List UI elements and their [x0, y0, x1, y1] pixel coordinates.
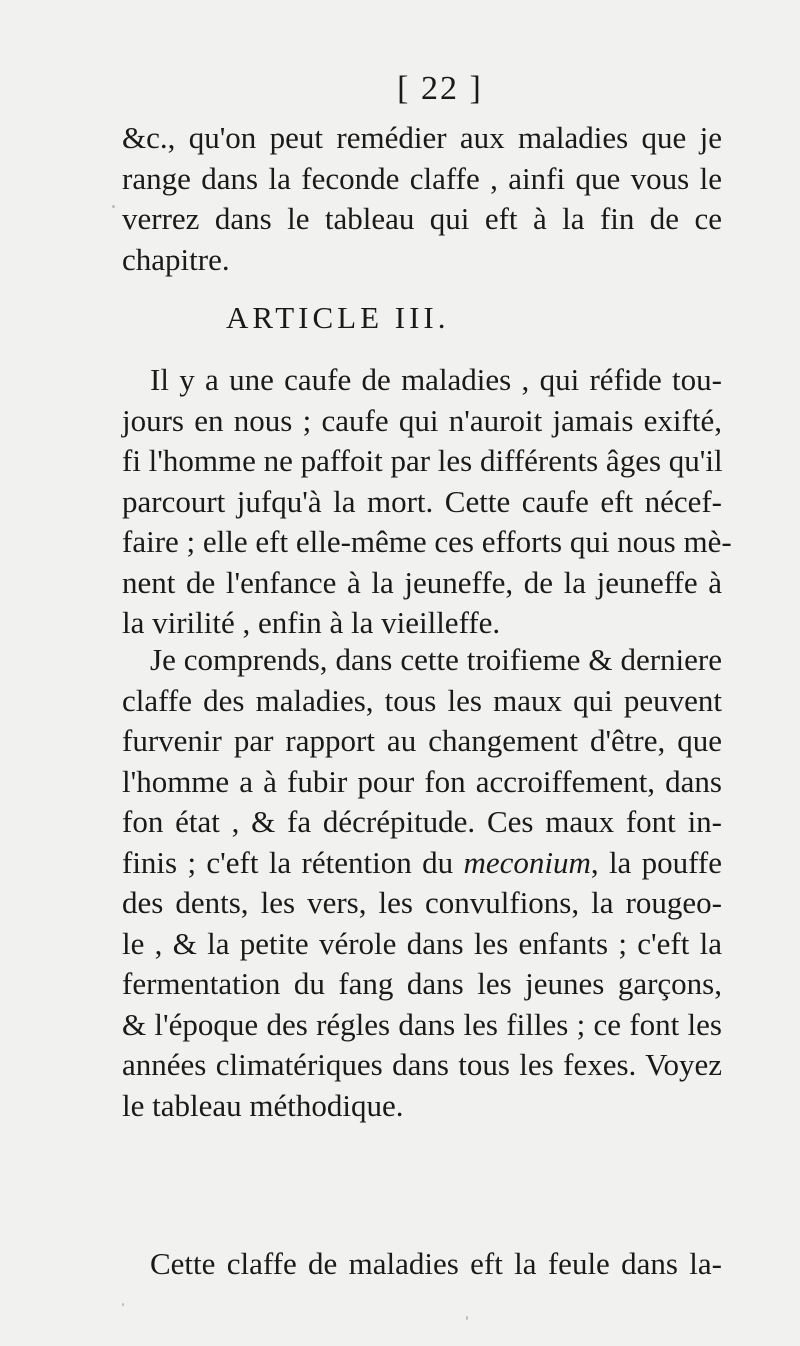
intro-paragraph	[122, 118, 722, 280]
text-line: fon état , & fa décrépitude. Ces maux font in-	[122, 804, 722, 839]
text-line: la virilité , enfin à la vieilleffe.	[122, 605, 501, 640]
text-line: parcourt jufqu'à la mort. Cette caufe eft nécef-	[122, 483, 722, 519]
text-line: le tableau méthodique.	[122, 1087, 404, 1123]
text-line-content: finis ; c'eft la rétention du	[122, 844, 454, 880]
paragraph-3	[122, 1244, 722, 1285]
text-line: des dents, les vers, les convulfions, la rougeo-	[122, 885, 722, 920]
text-line	[122, 640, 722, 681]
text-line: le , & la petite vérole dans les enfants ; c'eft la	[122, 925, 722, 961]
text-line	[122, 1244, 722, 1285]
text-line: &c., qu'on peut remédier aux maladies que je	[122, 120, 722, 155]
text-line: verrez dans le tableau qui eft à la fin de ce	[122, 201, 722, 236]
text-line: chapitre.	[122, 241, 230, 277]
paper-speck	[112, 205, 115, 208]
article-heading: ARTICLE III.	[226, 300, 450, 335]
text-line: claffe des maladies, tous les maux qui peuvent	[122, 682, 722, 718]
text-line-content: Je comprends, dans cette troifieme & derniere	[150, 642, 722, 677]
text-line: & l'époque des régles dans les filles ; ce font les	[122, 1006, 722, 1042]
text-line: fermentation du fang dans les jeunes garçons,	[122, 966, 722, 1001]
text-line-content: Cette claffe de maladies eft la feule dans la-	[150, 1246, 722, 1281]
italic-term: meconium	[463, 844, 591, 880]
text-line: l'homme a à fubir pour fon accroiffement, dans	[122, 763, 722, 799]
paper-speck	[122, 1303, 124, 1306]
text-line: furvenir par rapport au changement d'être, que	[122, 723, 722, 758]
text-line: faire ; elle eft elle-même ces efforts qui nous mè-	[122, 524, 732, 559]
text-line: jours en nous ; caufe qui n'auroit jamais exifté,	[122, 402, 722, 438]
text-line	[122, 360, 722, 401]
text-line: nent de l'enfance à la jeuneffe, de la jeuneffe à	[122, 564, 722, 600]
page-number: [ 22 ]	[397, 70, 483, 107]
paragraph-2	[122, 640, 722, 1126]
text-line-content: , la pouffe	[590, 844, 723, 880]
text-line: années climatériques dans tous les fexes. Voyez	[122, 1047, 722, 1082]
text-line	[122, 843, 722, 884]
text-line: range dans la feconde claffe , ainfi que vous le	[122, 160, 722, 196]
paragraph-1	[122, 360, 732, 644]
text-line-content: Il y a une caufe de maladies , qui réfide tou-	[150, 362, 722, 397]
paper-speck	[466, 1316, 468, 1320]
text-line: fi l'homme ne paffoit par les différents âges qu'il	[122, 443, 723, 478]
